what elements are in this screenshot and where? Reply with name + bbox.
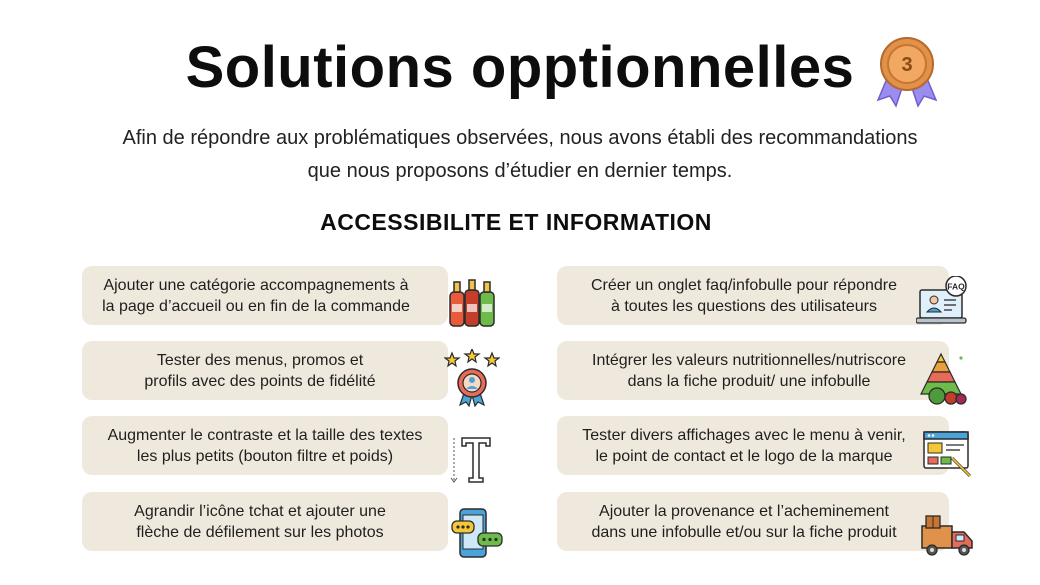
text-size-icon — [448, 434, 492, 486]
card-line-2: la page d’accueil ou en fin de la commande — [102, 297, 410, 315]
card-line-1: Intégrer les valeurs nutritionnelles/nutriscore — [592, 351, 906, 369]
recommendation-card — [82, 416, 448, 475]
card-line-1: Ajouter la provenance et l’acheminement — [599, 502, 889, 520]
loyalty-badge-icon — [444, 349, 500, 407]
card-line-1: Tester divers affichages avec le menu à venir, — [582, 426, 906, 444]
drinks-bottles-icon — [446, 278, 498, 328]
medal-number: 3 — [901, 54, 913, 76]
card-line-1: Ajouter une catégorie accompagnements à — [103, 276, 409, 294]
page-title: Solutions opptionnelles — [185, 35, 855, 100]
recommendation-card — [557, 416, 949, 475]
card-line-2: flèche de défilement sur les photos — [136, 523, 384, 541]
intro-line-2: que nous proposons d’étudier en dernier temps. — [307, 160, 733, 182]
faq-laptop-icon — [916, 276, 970, 328]
card-line-2: à toutes les questions des utilisateurs — [611, 297, 877, 315]
recommendation-card — [557, 341, 949, 400]
card-line-2: les plus petits (bouton filtre et poids) — [136, 447, 394, 465]
card-line-2: le point de contact et le logo de la marque — [595, 447, 893, 465]
phone-chat-icon — [450, 507, 504, 559]
recommendation-card — [82, 266, 448, 325]
faq-badge-label: FAQ — [947, 281, 965, 292]
recommendation-card — [557, 266, 949, 325]
recommendation-card — [82, 341, 448, 400]
card-line-2: dans une infobulle et/ou sur la fiche produit — [591, 523, 897, 541]
section-heading: ACCESSIBILITE ET INFORMATION — [320, 209, 712, 235]
bronze-medal-icon — [874, 34, 940, 108]
recommendation-card — [82, 492, 448, 551]
card-line-1: Créer un onglet faq/infobulle pour répondre — [591, 276, 897, 294]
web-design-icon — [922, 430, 974, 480]
recommendation-card — [557, 492, 949, 551]
food-pyramid-icon — [917, 352, 973, 406]
delivery-truck-icon — [920, 514, 976, 558]
intro-line-1: Afin de répondre aux problématiques observées, nous avons établi des recommandations — [122, 127, 918, 149]
card-line-1: Agrandir l’icône tchat et ajouter une — [134, 502, 386, 520]
intro-text — [60, 122, 980, 188]
card-line-2: profils avec des points de fidélité — [144, 372, 376, 390]
card-line-1: Augmenter le contraste et la taille des textes — [107, 426, 423, 444]
card-line-1: Tester des menus, promos et — [156, 351, 364, 369]
card-line-2: dans la fiche produit/ une infobulle — [627, 372, 871, 390]
